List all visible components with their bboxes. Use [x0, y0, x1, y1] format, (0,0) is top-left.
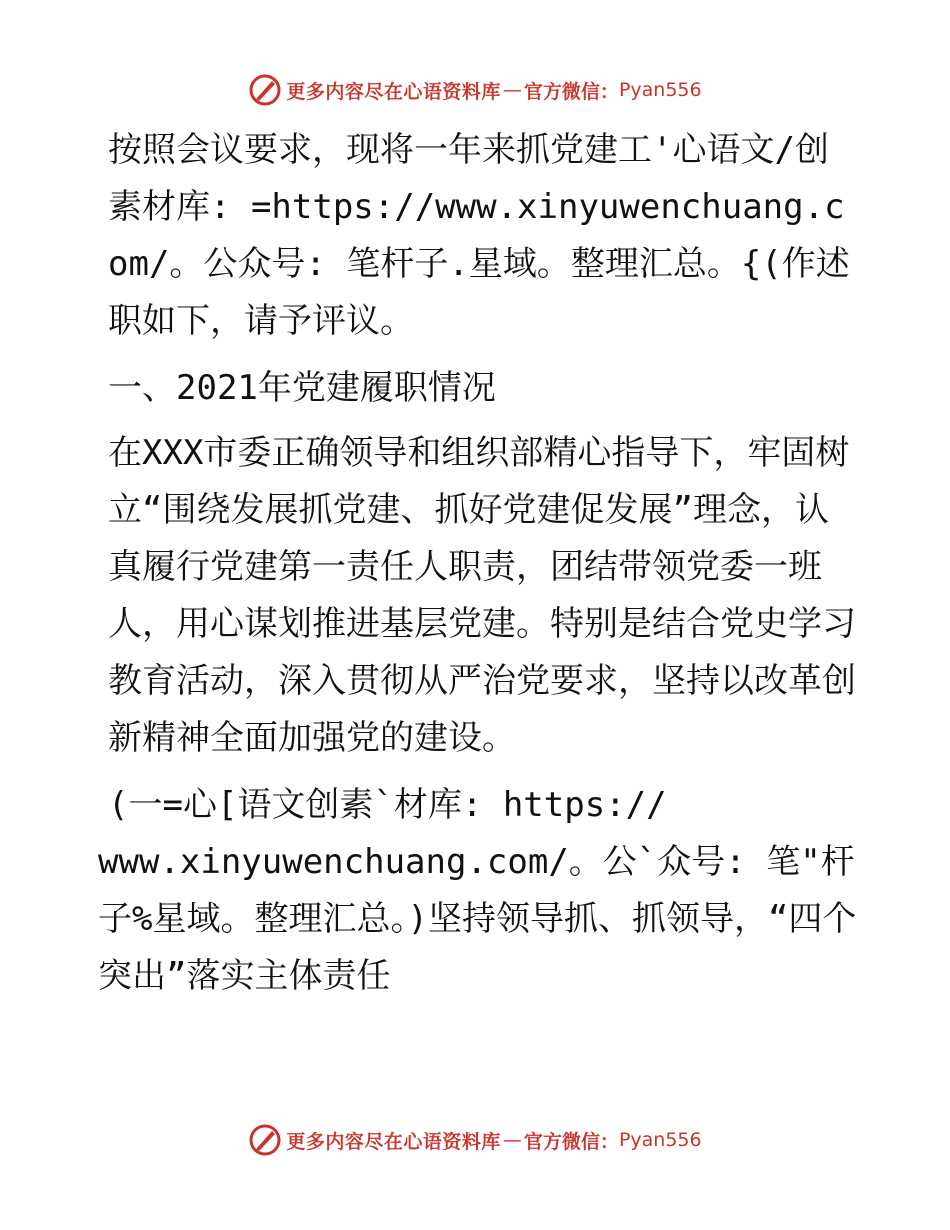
banner-separator: — — [502, 79, 522, 101]
banner-text: 更多内容尽在心语资料库 — [286, 80, 501, 103]
paragraph-intro: 按照会议要求，现将一年来抓党建工'心语文/创素材库: =https://www.xinyuwenchuang.com/。公众号: 笔杆子.星域。整理汇总。{(作述职如下，请予评议。 — [108, 130, 850, 341]
banner-wechat-id: Pyan556 — [618, 79, 702, 101]
header-banner — [0, 70, 950, 110]
subsection-heading-line2: www.xinyuwenchuang.com/。公`众号: 笔"杆子%星域。整理汇总。)坚持领导抓、抓领导，“四个突出”落实主体责任 — [98, 842, 857, 996]
banner-label: 官方微信： — [523, 1130, 619, 1153]
banner-label: 官方微信： — [523, 80, 619, 103]
paragraph-body: 在XXX市委正确领导和组织部精心指导下，牢固树立“围绕发展抓党建、抓好党建促发展”理念，认真履行党建第一责任人职责，团结带领党委一班人，用心谋划推进基层党建。特别是结合党史学习教育活动，深入贯彻从严治党要求，坚持以改革创新精神全面加强党的建设。 — [108, 433, 856, 758]
section-heading: 一、2021年党建履职情况 — [108, 368, 496, 408]
seal-pen-logo-icon — [248, 1123, 282, 1157]
subsection-heading-line1: (一=心[语文创素`材库: https:// — [108, 785, 667, 825]
footer-banner — [0, 1120, 950, 1160]
document-body — [98, 122, 858, 1005]
banner-wechat-id: Pyan556 — [618, 1129, 702, 1151]
banner-text: 更多内容尽在心语资料库 — [286, 1130, 501, 1153]
seal-pen-logo-icon — [248, 73, 282, 107]
banner-separator: — — [502, 1129, 522, 1151]
